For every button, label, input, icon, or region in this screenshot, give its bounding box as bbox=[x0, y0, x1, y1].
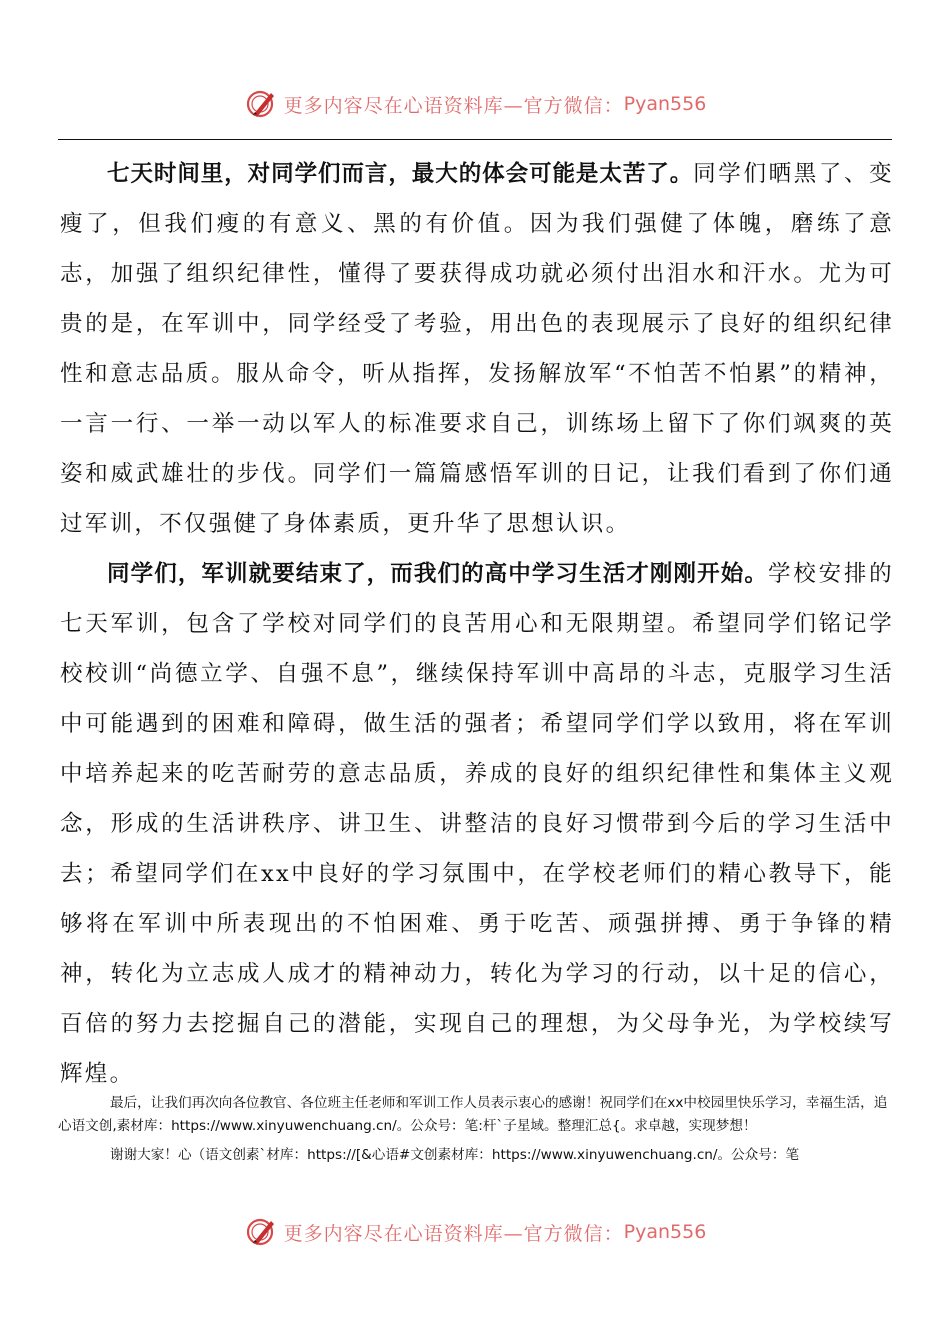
pen-nib-seal-icon bbox=[244, 1215, 278, 1249]
paragraph-high-school-beginning bbox=[60, 549, 894, 1099]
closing-paragraph-thanks: 最后，让我们再次向各位教官、各位班主任老师和军训工作人员表示衷心的感谢！祝同学们在xx中校园里快乐学习，幸福生活，追心语文创,素材库：https://www.xinyuwenchuang.cn/。公众号：笔:杆`子星域。整理汇总{。求卓越，实现梦想！ bbox=[58, 1095, 888, 1134]
paragraph-military-training-experience bbox=[60, 149, 894, 549]
paragraph-lead-sentence: 七天时间里，对同学们而言，最大的体会可能是太苦了。 bbox=[107, 161, 694, 187]
document-body bbox=[60, 149, 894, 1099]
closing-paragraph-farewell: 谢谢大家！心（语文创素`材库：https://[&心语#文创素材库：https://www.xinyuwenchuang.cn/。公众号：笔 bbox=[110, 1147, 800, 1163]
paragraph-body-text: 学校安排的七天军训，包含了学校对同学们的良苦用心和无限期望。希望同学们铭记学校校训“尚德立学、自强不息”，继续保持军训中高昂的斗志，克服学习生活中可能遇到的困难和障碍，做生活的强者；希望同学们学以致用，将在军训中培养起来的吃苦耐劳的意志品质，养成的良好的组织纪律性和集体主义观念，形成的生活讲秩序、讲卫生、讲整洁的良好习惯带到今后的学习生活中去；希望同学们在xx中良好的学习氛围中，在学校老师们的精心教导下，能够将在军训中所表现出的不怕困难、勇于吃苦、顽强拼搏、勇于争锋的精神，转化为立志成人成才的精神动力，转化为学习的行动，以十足的信心，百倍的努力去挖掘自己的潜能，实现自己的理想，为父母争光，为学校续写辉煌。 bbox=[60, 561, 894, 1087]
pen-nib-seal-icon bbox=[244, 87, 278, 121]
header-banner bbox=[0, 84, 950, 124]
closing-notes bbox=[58, 1092, 894, 1167]
header-wechat-id: Pyan556 bbox=[623, 93, 707, 115]
header-banner-text: 更多内容尽在心语资料库—官方微信： bbox=[283, 94, 624, 117]
footer-banner bbox=[0, 1212, 950, 1252]
footer-banner-text: 更多内容尽在心语资料库—官方微信： bbox=[283, 1222, 624, 1245]
header-divider bbox=[58, 139, 892, 140]
paragraph-lead-sentence: 同学们，军训就要结束了，而我们的高中学习生活才刚刚开始。 bbox=[107, 561, 768, 587]
paragraph-body-text: 同学们晒黑了、变瘦了，但我们瘦的有意义、黑的有价值。因为我们强健了体魄，磨练了意志，加强了组织纪律性，懂得了要获得成功就必须付出泪水和汗水。尤为可贵的是，在军训中，同学经受了考验，用出色的表现展示了良好的组织纪律性和意志品质。服从命令，听从指挥，发扬解放军“不怕苦不怕累”的精神，一言一行、一举一动以军人的标准要求自己，训练场上留下了你们飒爽的英姿和威武雄壮的步伐。同学们一篇篇感悟军训的日记，让我们看到了你们通过军训，不仅强健了身体素质，更升华了思想认识。 bbox=[60, 161, 894, 537]
footer-wechat-id: Pyan556 bbox=[623, 1221, 707, 1243]
